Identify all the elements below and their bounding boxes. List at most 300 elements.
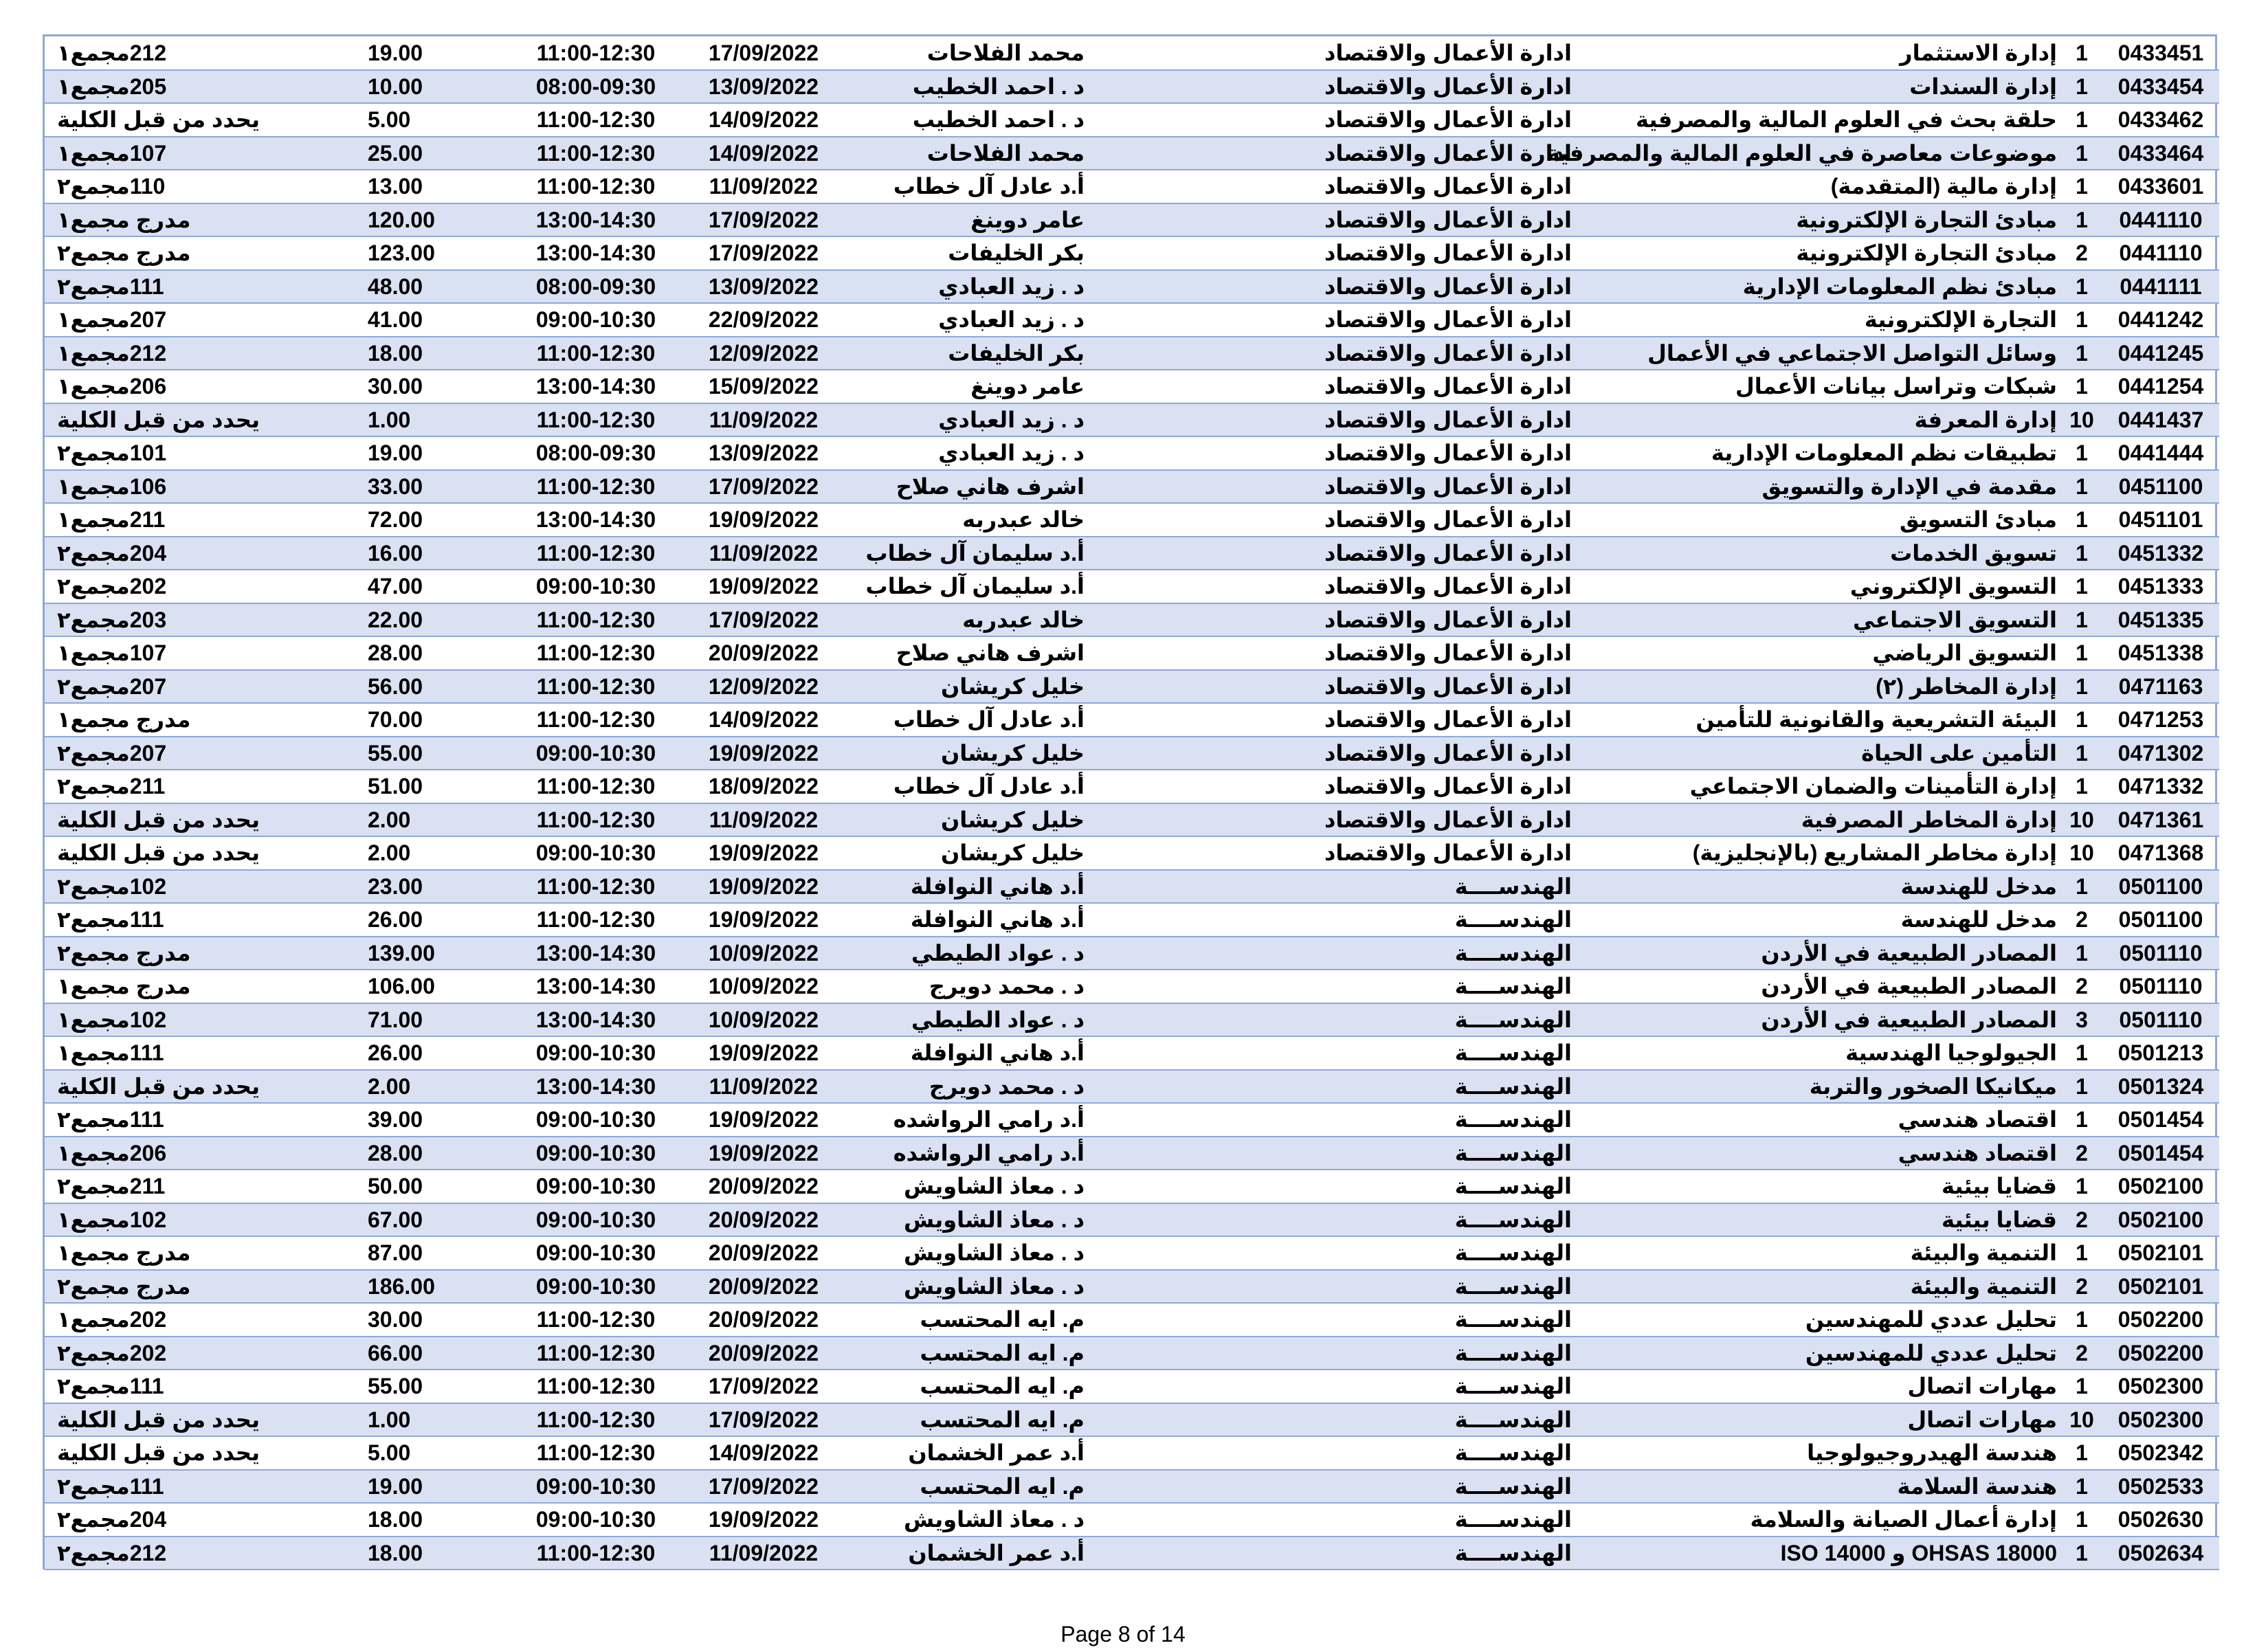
exam-room: 212مجمع٢ xyxy=(45,1537,362,1570)
student-count: 66.00 xyxy=(362,1337,524,1370)
section-number: 1 xyxy=(2061,1170,2102,1203)
instructor: د . معاذ الشاويش xyxy=(859,1170,1094,1203)
exam-time: 13:00-14:30 xyxy=(524,203,668,237)
table-row xyxy=(45,1270,2219,1304)
section-number: 1 xyxy=(2061,636,2102,670)
course-code: 0471253 xyxy=(2102,703,2219,737)
instructor: م. ايه المحتسب xyxy=(859,1470,1094,1504)
department: الهندســــة xyxy=(1094,1436,1599,1470)
course-name: اقتصاد هندسي xyxy=(1599,1137,2061,1170)
exam-date: 15/09/2022 xyxy=(668,370,859,403)
exam-room: 203مجمع٢ xyxy=(45,603,362,637)
exam-room: يحدد من قبل الكلية xyxy=(45,803,362,837)
course-code: 0502300 xyxy=(2102,1370,2219,1403)
exam-time: 09:00-10:30 xyxy=(524,570,668,603)
exam-room: مدرج مجمع١ xyxy=(45,1236,362,1270)
student-count: 41.00 xyxy=(362,303,524,337)
student-count: 2.00 xyxy=(362,803,524,837)
instructor: أ.د سليمان آل خطاب xyxy=(859,537,1094,570)
section-number: 1 xyxy=(2061,70,2102,104)
course-code: 0501110 xyxy=(2102,970,2219,1003)
course-code: 0501454 xyxy=(2102,1103,2219,1137)
section-number: 1 xyxy=(2061,570,2102,603)
department: الهندســــة xyxy=(1094,1503,1599,1537)
exam-date: 11/09/2022 xyxy=(668,537,859,570)
section-number: 1 xyxy=(2061,103,2102,137)
exam-room: 206مجمع١ xyxy=(45,1137,362,1170)
course-name: تطبيقات نظم المعلومات الإدارية xyxy=(1599,436,2061,470)
exam-time: 11:00-12:30 xyxy=(524,670,668,704)
exam-time: 11:00-12:30 xyxy=(524,537,668,570)
exam-date: 11/09/2022 xyxy=(668,1070,859,1104)
course-name: تحليل عددي للمهندسين xyxy=(1599,1337,2061,1370)
course-name: هندسة الهيدروجيولوجيا xyxy=(1599,1436,2061,1470)
course-name: التسويق الإلكتروني xyxy=(1599,570,2061,603)
course-name: مهارات اتصال xyxy=(1599,1403,2061,1437)
exam-time: 11:00-12:30 xyxy=(524,403,668,437)
page-number: Page 8 of 14 xyxy=(1060,1622,1186,1647)
section-number: 1 xyxy=(2061,203,2102,237)
exam-time: 09:00-10:30 xyxy=(524,1036,668,1070)
course-name: إدارة مالية (المتقدمة) xyxy=(1599,170,2061,203)
exam-room: يحدد من قبل الكلية xyxy=(45,836,362,870)
table-row xyxy=(45,303,2219,337)
instructor: د . معاذ الشاويش xyxy=(859,1270,1094,1304)
instructor: د . معاذ الشاويش xyxy=(859,1203,1094,1237)
student-count: 123.00 xyxy=(362,236,524,270)
course-name: التسويق الاجتماعي xyxy=(1599,603,2061,637)
course-code: 0502100 xyxy=(2102,1203,2219,1237)
exam-schedule-table-frame xyxy=(43,34,2217,1570)
exam-date: 20/09/2022 xyxy=(668,1303,859,1337)
exam-date: 17/09/2022 xyxy=(668,1403,859,1437)
exam-time: 09:00-10:30 xyxy=(524,1137,668,1170)
instructor: د . معاذ الشاويش xyxy=(859,1236,1094,1270)
section-number: 1 xyxy=(2061,703,2102,737)
table-row xyxy=(45,370,2219,403)
exam-room: 211مجمع٢ xyxy=(45,770,362,803)
department: ادارة الأعمال والاقتصاد xyxy=(1094,337,1599,370)
exam-room: مدرج مجمع١ xyxy=(45,703,362,737)
student-count: 186.00 xyxy=(362,1270,524,1304)
exam-date: 19/09/2022 xyxy=(668,737,859,770)
department: ادارة الأعمال والاقتصاد xyxy=(1094,470,1599,504)
section-number: 2 xyxy=(2061,1337,2102,1370)
exam-time: 11:00-12:30 xyxy=(524,36,668,70)
table-row xyxy=(45,1203,2219,1237)
table-row xyxy=(45,436,2219,470)
exam-time: 11:00-12:30 xyxy=(524,337,668,370)
table-row xyxy=(45,1537,2219,1570)
course-name: التنمية والبيئة xyxy=(1599,1236,2061,1270)
table-row xyxy=(45,170,2219,203)
course-code: 0441242 xyxy=(2102,303,2219,337)
exam-room: 206مجمع١ xyxy=(45,370,362,403)
department: الهندســــة xyxy=(1094,870,1599,904)
exam-date: 17/09/2022 xyxy=(668,36,859,70)
table-row xyxy=(45,1103,2219,1137)
table-row xyxy=(45,1337,2219,1370)
course-name: حلقة بحث في العلوم المالية والمصرفية xyxy=(1599,103,2061,137)
student-count: 56.00 xyxy=(362,670,524,704)
instructor: عامر دوينغ xyxy=(859,370,1094,403)
exam-date: 10/09/2022 xyxy=(668,970,859,1003)
exam-room: 212مجمع١ xyxy=(45,337,362,370)
student-count: 2.00 xyxy=(362,1070,524,1104)
student-count: 18.00 xyxy=(362,1537,524,1570)
section-number: 1 xyxy=(2061,937,2102,970)
instructor: أ.د عمر الخشمان xyxy=(859,1436,1094,1470)
instructor: أ.د عادل آل خطاب xyxy=(859,170,1094,203)
table-row xyxy=(45,770,2219,803)
course-code: 0433601 xyxy=(2102,170,2219,203)
table-row xyxy=(45,703,2219,737)
exam-date: 19/09/2022 xyxy=(668,1137,859,1170)
student-count: 10.00 xyxy=(362,70,524,104)
course-name: المصادر الطبيعية في الأردن xyxy=(1599,937,2061,970)
department: ادارة الأعمال والاقتصاد xyxy=(1094,670,1599,704)
section-number: 1 xyxy=(2061,1503,2102,1537)
table-row xyxy=(45,636,2219,670)
department: ادارة الأعمال والاقتصاد xyxy=(1094,203,1599,237)
course-code: 0501110 xyxy=(2102,937,2219,970)
department: ادارة الأعمال والاقتصاد xyxy=(1094,503,1599,537)
course-code: 0502100 xyxy=(2102,1170,2219,1203)
course-name: موضوعات معاصرة في العلوم المالية والمصرفية xyxy=(1599,137,2061,170)
student-count: 19.00 xyxy=(362,1470,524,1504)
student-count: 51.00 xyxy=(362,770,524,803)
exam-room: 211مجمع٢ xyxy=(45,1170,362,1203)
instructor: د . معاذ الشاويش xyxy=(859,1503,1094,1537)
course-name: ميكانيكا الصخور والتربة xyxy=(1599,1070,2061,1104)
exam-time: 13:00-14:30 xyxy=(524,937,668,970)
course-code: 0501100 xyxy=(2102,870,2219,904)
exam-room: مدرج مجمع٢ xyxy=(45,236,362,270)
department: ادارة الأعمال والاقتصاد xyxy=(1094,403,1599,437)
course-code: 0502630 xyxy=(2102,1503,2219,1537)
instructor: أ.د هاني النوافلة xyxy=(859,870,1094,904)
exam-room: 207مجمع٢ xyxy=(45,670,362,704)
department: الهندســــة xyxy=(1094,1036,1599,1070)
section-number: 1 xyxy=(2061,137,2102,170)
exam-date: 19/09/2022 xyxy=(668,903,859,937)
section-number: 1 xyxy=(2061,537,2102,570)
instructor: عامر دوينغ xyxy=(859,203,1094,237)
exam-date: 10/09/2022 xyxy=(668,1003,859,1037)
student-count: 19.00 xyxy=(362,36,524,70)
table-row xyxy=(45,1403,2219,1437)
section-number: 1 xyxy=(2061,1036,2102,1070)
exam-date: 14/09/2022 xyxy=(668,137,859,170)
course-code: 0501454 xyxy=(2102,1137,2219,1170)
exam-room: 107مجمع١ xyxy=(45,137,362,170)
exam-room: 202مجمع٢ xyxy=(45,1337,362,1370)
table-row xyxy=(45,70,2219,104)
exam-date: 17/09/2022 xyxy=(668,236,859,270)
section-number: 1 xyxy=(2061,1470,2102,1504)
exam-time: 09:00-10:30 xyxy=(524,1203,668,1237)
instructor: م. ايه المحتسب xyxy=(859,1337,1094,1370)
student-count: 5.00 xyxy=(362,1436,524,1470)
department: ادارة الأعمال والاقتصاد xyxy=(1094,737,1599,770)
exam-date: 19/09/2022 xyxy=(668,503,859,537)
exam-room: 205مجمع١ xyxy=(45,70,362,104)
course-code: 0471163 xyxy=(2102,670,2219,704)
course-name: البيئة التشريعية والقانونية للتأمين xyxy=(1599,703,2061,737)
exam-date: 20/09/2022 xyxy=(668,1236,859,1270)
student-count: 55.00 xyxy=(362,737,524,770)
student-count: 22.00 xyxy=(362,603,524,637)
section-number: 2 xyxy=(2061,1203,2102,1237)
student-count: 67.00 xyxy=(362,1203,524,1237)
section-number: 10 xyxy=(2061,803,2102,837)
course-name: المصادر الطبيعية في الأردن xyxy=(1599,970,2061,1003)
section-number: 2 xyxy=(2061,903,2102,937)
department: ادارة الأعمال والاقتصاد xyxy=(1094,570,1599,603)
exam-room: 102مجمع١ xyxy=(45,1003,362,1037)
instructor: د . محمد دويرج xyxy=(859,970,1094,1003)
exam-time: 08:00-09:30 xyxy=(524,270,668,304)
table-row xyxy=(45,470,2219,504)
section-number: 1 xyxy=(2061,1236,2102,1270)
table-row xyxy=(45,1137,2219,1170)
course-name: تحليل عددي للمهندسين xyxy=(1599,1303,2061,1337)
exam-date: 14/09/2022 xyxy=(668,103,859,137)
course-name: قضايا بيئية xyxy=(1599,1203,2061,1237)
exam-time: 11:00-12:30 xyxy=(524,1537,668,1570)
exam-date: 18/09/2022 xyxy=(668,770,859,803)
course-name: التسويق الرياضي xyxy=(1599,636,2061,670)
student-count: 70.00 xyxy=(362,703,524,737)
exam-date: 17/09/2022 xyxy=(668,1470,859,1504)
department: ادارة الأعمال والاقتصاد xyxy=(1094,103,1599,137)
exam-room: يحدد من قبل الكلية xyxy=(45,1403,362,1437)
table-body xyxy=(45,36,2219,1570)
exam-time: 11:00-12:30 xyxy=(524,1403,668,1437)
section-number: 1 xyxy=(2061,503,2102,537)
section-number: 1 xyxy=(2061,870,2102,904)
exam-room: 111مجمع٢ xyxy=(45,1370,362,1403)
exam-room: 102مجمع٢ xyxy=(45,870,362,904)
instructor: أ.د عمر الخشمان xyxy=(859,1537,1094,1570)
exam-date: 19/09/2022 xyxy=(668,1103,859,1137)
section-number: 1 xyxy=(2061,1303,2102,1337)
exam-time: 11:00-12:30 xyxy=(524,170,668,203)
exam-room: 212مجمع١ xyxy=(45,36,362,70)
exam-room: 111مجمع١ xyxy=(45,1036,362,1070)
student-count: 25.00 xyxy=(362,137,524,170)
instructor: خالد عبدربه xyxy=(859,603,1094,637)
section-number: 1 xyxy=(2061,1103,2102,1137)
exam-time: 13:00-14:30 xyxy=(524,970,668,1003)
student-count: 18.00 xyxy=(362,337,524,370)
exam-room: 110مجمع٢ xyxy=(45,170,362,203)
department: ادارة الأعمال والاقتصاد xyxy=(1094,270,1599,304)
course-code: 0433462 xyxy=(2102,103,2219,137)
course-name: قضايا بيئية xyxy=(1599,1170,2061,1203)
department: ادارة الأعمال والاقتصاد xyxy=(1094,703,1599,737)
exam-room: 101مجمع٢ xyxy=(45,436,362,470)
course-code: 0471332 xyxy=(2102,770,2219,803)
exam-date: 11/09/2022 xyxy=(668,170,859,203)
table-row xyxy=(45,103,2219,137)
course-code: 0441110 xyxy=(2102,203,2219,237)
course-name: مهارات اتصال xyxy=(1599,1370,2061,1403)
exam-time: 09:00-10:30 xyxy=(524,1170,668,1203)
exam-room: مدرج مجمع١ xyxy=(45,970,362,1003)
exam-time: 11:00-12:30 xyxy=(524,137,668,170)
course-code: 0501213 xyxy=(2102,1036,2219,1070)
exam-date: 20/09/2022 xyxy=(668,1170,859,1203)
exam-date: 13/09/2022 xyxy=(668,436,859,470)
table-row xyxy=(45,203,2219,237)
exam-date: 20/09/2022 xyxy=(668,1203,859,1237)
exam-date: 17/09/2022 xyxy=(668,1370,859,1403)
exam-date: 17/09/2022 xyxy=(668,470,859,504)
table-row xyxy=(45,570,2219,603)
exam-room: 202مجمع١ xyxy=(45,1303,362,1337)
exam-date: 17/09/2022 xyxy=(668,203,859,237)
table-row xyxy=(45,836,2219,870)
section-number: 1 xyxy=(2061,1070,2102,1104)
department: الهندســــة xyxy=(1094,1403,1599,1437)
course-code: 0501324 xyxy=(2102,1070,2219,1104)
course-code: 0441437 xyxy=(2102,403,2219,437)
exam-time: 09:00-10:30 xyxy=(524,1503,668,1537)
course-name: المصادر الطبيعية في الأردن xyxy=(1599,1003,2061,1037)
department: ادارة الأعمال والاقتصاد xyxy=(1094,36,1599,70)
course-code: 0441111 xyxy=(2102,270,2219,304)
course-name: التأمين على الحياة xyxy=(1599,737,2061,770)
exam-time: 11:00-12:30 xyxy=(524,770,668,803)
course-code: 0451335 xyxy=(2102,603,2219,637)
course-name: التنمية والبيئة xyxy=(1599,1270,2061,1304)
department: الهندســــة xyxy=(1094,1537,1599,1570)
instructor: م. ايه المحتسب xyxy=(859,1403,1094,1437)
student-count: 55.00 xyxy=(362,1370,524,1403)
student-count: 5.00 xyxy=(362,103,524,137)
exam-time: 13:00-14:30 xyxy=(524,1003,668,1037)
student-count: 19.00 xyxy=(362,436,524,470)
exam-time: 11:00-12:30 xyxy=(524,703,668,737)
section-number: 1 xyxy=(2061,603,2102,637)
course-code: 0502300 xyxy=(2102,1403,2219,1437)
course-name: مبادئ التسويق xyxy=(1599,503,2061,537)
course-name: إدارة مخاطر المشاريع (بالإنجليزية) xyxy=(1599,836,2061,870)
section-number: 1 xyxy=(2061,1370,2102,1403)
instructor: أ.د رامي الرواشده xyxy=(859,1103,1094,1137)
student-count: 28.00 xyxy=(362,1137,524,1170)
course-code: 0502101 xyxy=(2102,1270,2219,1304)
course-name: مبادئ التجارة الإلكترونية xyxy=(1599,203,2061,237)
instructor: خالد عبدربه xyxy=(859,503,1094,537)
section-number: 10 xyxy=(2061,403,2102,437)
exam-time: 11:00-12:30 xyxy=(524,1337,668,1370)
course-name: مبادئ التجارة الإلكترونية xyxy=(1599,236,2061,270)
course-code: 0502200 xyxy=(2102,1303,2219,1337)
exam-date: 19/09/2022 xyxy=(668,836,859,870)
exam-date: 12/09/2022 xyxy=(668,337,859,370)
exam-room: يحدد من قبل الكلية xyxy=(45,403,362,437)
department: الهندســــة xyxy=(1094,970,1599,1003)
section-number: 3 xyxy=(2061,1003,2102,1037)
student-count: 87.00 xyxy=(362,1236,524,1270)
section-number: 1 xyxy=(2061,170,2102,203)
student-count: 1.00 xyxy=(362,403,524,437)
department: ادارة الأعمال والاقتصاد xyxy=(1094,170,1599,203)
student-count: 26.00 xyxy=(362,1036,524,1070)
exam-time: 08:00-09:30 xyxy=(524,436,668,470)
department: الهندســــة xyxy=(1094,1137,1599,1170)
course-name: هندسة السلامة xyxy=(1599,1470,2061,1504)
exam-time: 11:00-12:30 xyxy=(524,903,668,937)
student-count: 106.00 xyxy=(362,970,524,1003)
table-row xyxy=(45,937,2219,970)
section-number: 1 xyxy=(2061,1537,2102,1570)
section-number: 1 xyxy=(2061,1436,2102,1470)
exam-time: 11:00-12:30 xyxy=(524,103,668,137)
course-name: اقتصاد هندسي xyxy=(1599,1103,2061,1137)
student-count: 120.00 xyxy=(362,203,524,237)
department: ادارة الأعمال والاقتصاد xyxy=(1094,236,1599,270)
section-number: 2 xyxy=(2061,1137,2102,1170)
course-name: مدخل للهندسة xyxy=(1599,903,2061,937)
instructor: د . عواد الطيطي xyxy=(859,937,1094,970)
exam-room: 204مجمع٢ xyxy=(45,1503,362,1537)
exam-room: 111مجمع٢ xyxy=(45,1470,362,1504)
instructor: أ.د هاني النوافلة xyxy=(859,1036,1094,1070)
exam-room: مدرج مجمع١ xyxy=(45,203,362,237)
department: ادارة الأعمال والاقتصاد xyxy=(1094,803,1599,837)
exam-room: 102مجمع١ xyxy=(45,1203,362,1237)
section-number: 10 xyxy=(2061,1403,2102,1437)
course-code: 0451338 xyxy=(2102,636,2219,670)
exam-time: 09:00-10:30 xyxy=(524,1103,668,1137)
exam-date: 11/09/2022 xyxy=(668,803,859,837)
exam-room: 111مجمع٢ xyxy=(45,903,362,937)
table-row xyxy=(45,236,2219,270)
instructor: أ.د سليمان آل خطاب xyxy=(859,570,1094,603)
section-number: 1 xyxy=(2061,270,2102,304)
exam-date: 11/09/2022 xyxy=(668,1537,859,1570)
exam-date: 17/09/2022 xyxy=(668,603,859,637)
course-code: 0502101 xyxy=(2102,1236,2219,1270)
exam-date: 13/09/2022 xyxy=(668,70,859,104)
course-code: 0441245 xyxy=(2102,337,2219,370)
department: ادارة الأعمال والاقتصاد xyxy=(1094,137,1599,170)
student-count: 30.00 xyxy=(362,370,524,403)
instructor: بكر الخليفات xyxy=(859,236,1094,270)
instructor: خليل كريشان xyxy=(859,670,1094,704)
instructor: د . زيد العبادي xyxy=(859,403,1094,437)
section-number: 1 xyxy=(2061,470,2102,504)
student-count: 39.00 xyxy=(362,1103,524,1137)
exam-room: مدرج مجمع٢ xyxy=(45,937,362,970)
instructor: د . احمد الخطيب xyxy=(859,70,1094,104)
table-row xyxy=(45,1436,2219,1470)
table-row xyxy=(45,1303,2219,1337)
instructor: محمد الفلاحات xyxy=(859,36,1094,70)
department: الهندســــة xyxy=(1094,1303,1599,1337)
table-row xyxy=(45,36,2219,70)
course-code: 0501110 xyxy=(2102,1003,2219,1037)
instructor: بكر الخليفات xyxy=(859,337,1094,370)
department: الهندســــة xyxy=(1094,1236,1599,1270)
course-name: إدارة التأمينات والضمان الاجتماعي xyxy=(1599,770,2061,803)
exam-time: 11:00-12:30 xyxy=(524,1436,668,1470)
course-code: 0502533 xyxy=(2102,1470,2219,1504)
course-name: مبادئ نظم المعلومات الإدارية xyxy=(1599,270,2061,304)
